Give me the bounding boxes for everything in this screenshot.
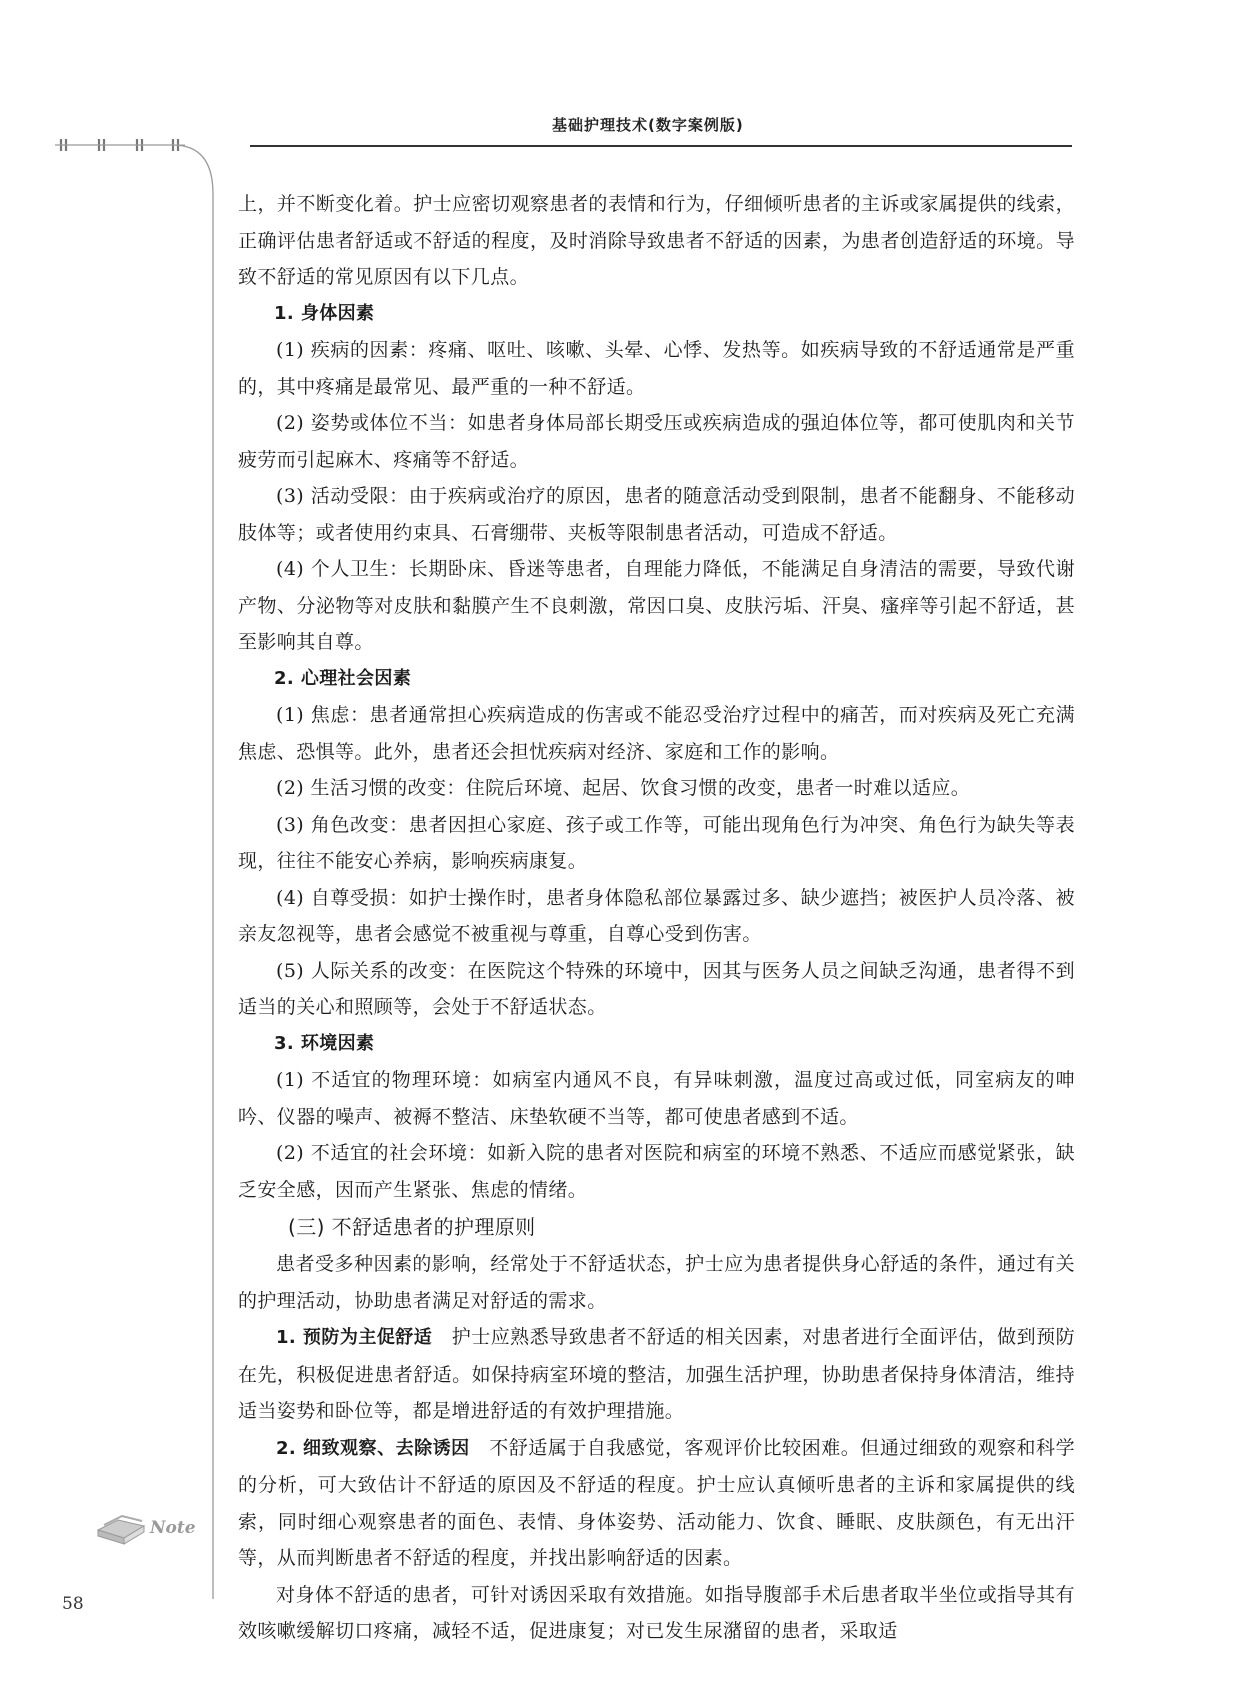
paragraph-social-environment: (2) 不适宜的社会环境：如新入院的患者对医院和病室的环境不熟悉、不适应而感觉紧张，缺乏安全感，因而产生紧张、焦虑的情绪。 [238,1142,1075,1201]
running-header-title: 基础护理技术(数字案例版) [552,116,744,134]
paragraph-relationships: (5) 人际关系的改变：在医院这个特殊的环境中，因其与医务人员之间缺乏沟通，患者得不到适当的关心和照顾等，会处于不舒适状态。 [238,959,1075,1018]
paragraph-anxiety: (1) 焦虑：患者通常担心疾病造成的伤害或不能忍受治疗过程中的痛苦，而对疾病及死亡充满焦虑、恐惧等。此外，患者还会担忧疾病对经济、家庭和工作的影响。 [238,704,1075,763]
paragraph-self-esteem: (4) 自尊受损：如护士操作时，患者身体隐私部位暴露过多、缺少遮挡；被医护人员冷落、被亲友忽视等，患者会感觉不被重视与尊重，自尊心受到伤害。 [238,886,1075,945]
subsection-heading-nursing-principles: (三) 不舒适患者的护理原则 [288,1215,536,1239]
principle-text-observation: 不舒适属于自我感觉，客观评价比较困难。但通过细致的观察和科学的分析，可大致估计不舒适的原因及不舒适的程度。护士应认真倾听患者的主诉和家属提供的线索，同时细心观察患者的面色、表情、身体姿势、活动能力、饮食、睡眠、皮肤颜色，有无出汗等，从而判断患者不舒适的程度，并找出影响舒适的因素。 [238,1436,1075,1569]
main-text [238,186,1075,1650]
paragraph-posture: (2) 姿势或体位不当：如患者身体局部长期受压或疾病造成的强迫体位等，都可使肌肉和关节疲劳而引起麻木、疼痛等不舒适。 [238,412,1075,471]
paragraph-disease: (1) 疾病的因素：疼痛、呕吐、咳嗽、头晕、心悸、发热等。如疾病导致的不舒适通常是严重的，其中疼痛是最常见、最严重的一种不舒适。 [238,339,1075,398]
header-rule [250,145,1072,147]
heading-psychosocial-factors: 2. 心理社会因素 [274,667,412,689]
book-icon [96,1508,196,1548]
paragraph-prevention [238,1319,1075,1430]
principle-text-prevention: 护士应熟悉导致患者不舒适的相关因素，对患者进行全面评估，做到预防在先，积极促进患者舒适。如保持病室环境的整洁，加强生活护理，协助患者保持身体清洁，维持适当姿势和卧位等，都是增进舒适的有效护理措施。 [238,1326,1075,1422]
paragraph-measures: 对身体不舒适的患者，可针对诱因采取有效措施。如指导腹部手术后患者取半坐位或指导其有效咳嗽缓解切口疼痛，减轻不适，促进康复；对已发生尿潴留的患者，采取适 [238,1583,1075,1642]
paragraph-hygiene: (4) 个人卫生：长期卧床、昏迷等患者，自理能力降低，不能满足自身清洁的需要，导致代谢产物、分泌物等对皮肤和黏膜产生不良刺激，常因口臭、皮肤污垢、汗臭、瘙痒等引起不舒适，甚至影响其自尊。 [238,558,1075,653]
paragraph-habits: (2) 生活习惯的改变：住院后环境、起居、饮食习惯的改变，患者一时难以适应。 [276,777,971,799]
margin-border-line [55,144,225,1604]
paragraph-role-change: (3) 角色改变：患者因担心家庭、孩子或工作等，可能出现角色行为冲突、角色行为缺失等表现，往往不能安心养病，影响疾病康复。 [238,813,1075,872]
note-logo [96,1508,196,1552]
note-label: Note [150,1518,196,1538]
paragraph-physical-environment: (1) 不适宜的物理环境：如病室内通风不良，有异味刺激，温度过高或过低，同室病友的呻吟、仪器的噪声、被褥不整洁、床垫软硬不当等，都可使患者感到不适。 [238,1069,1075,1128]
heading-environment-factors: 3. 环境因素 [274,1032,375,1054]
principle-label-prevention: 1. 预防为主促舒适 [276,1327,433,1348]
paragraph-observation [238,1430,1075,1577]
heading-physical-factors: 1. 身体因素 [274,302,375,324]
page-number: 58 [62,1594,84,1614]
principle-label-observation: 2. 细致观察、去除诱因 [276,1437,470,1459]
paragraph-activity: (3) 活动受限：由于疾病或治疗的原因，患者的随意活动受到限制，患者不能翻身、不能移动肢体等；或者使用约束具、石膏绷带、夹板等限制患者活动，可造成不舒适。 [238,485,1075,544]
paragraph-intro: 上，并不断变化着。护士应密切观察患者的表情和行为，仔细倾听患者的主诉或家属提供的线索，正确评估患者舒适或不舒适的程度，及时消除导致患者不舒适的因素，为患者创造舒适的环境。导致不舒适的常见原因有以下几点。 [238,193,1075,288]
paragraph-principles-intro: 患者受多种因素的影响，经常处于不舒适状态，护士应为患者提供身心舒适的条件，通过有关的护理活动，协助患者满足对舒适的需求。 [238,1253,1075,1312]
